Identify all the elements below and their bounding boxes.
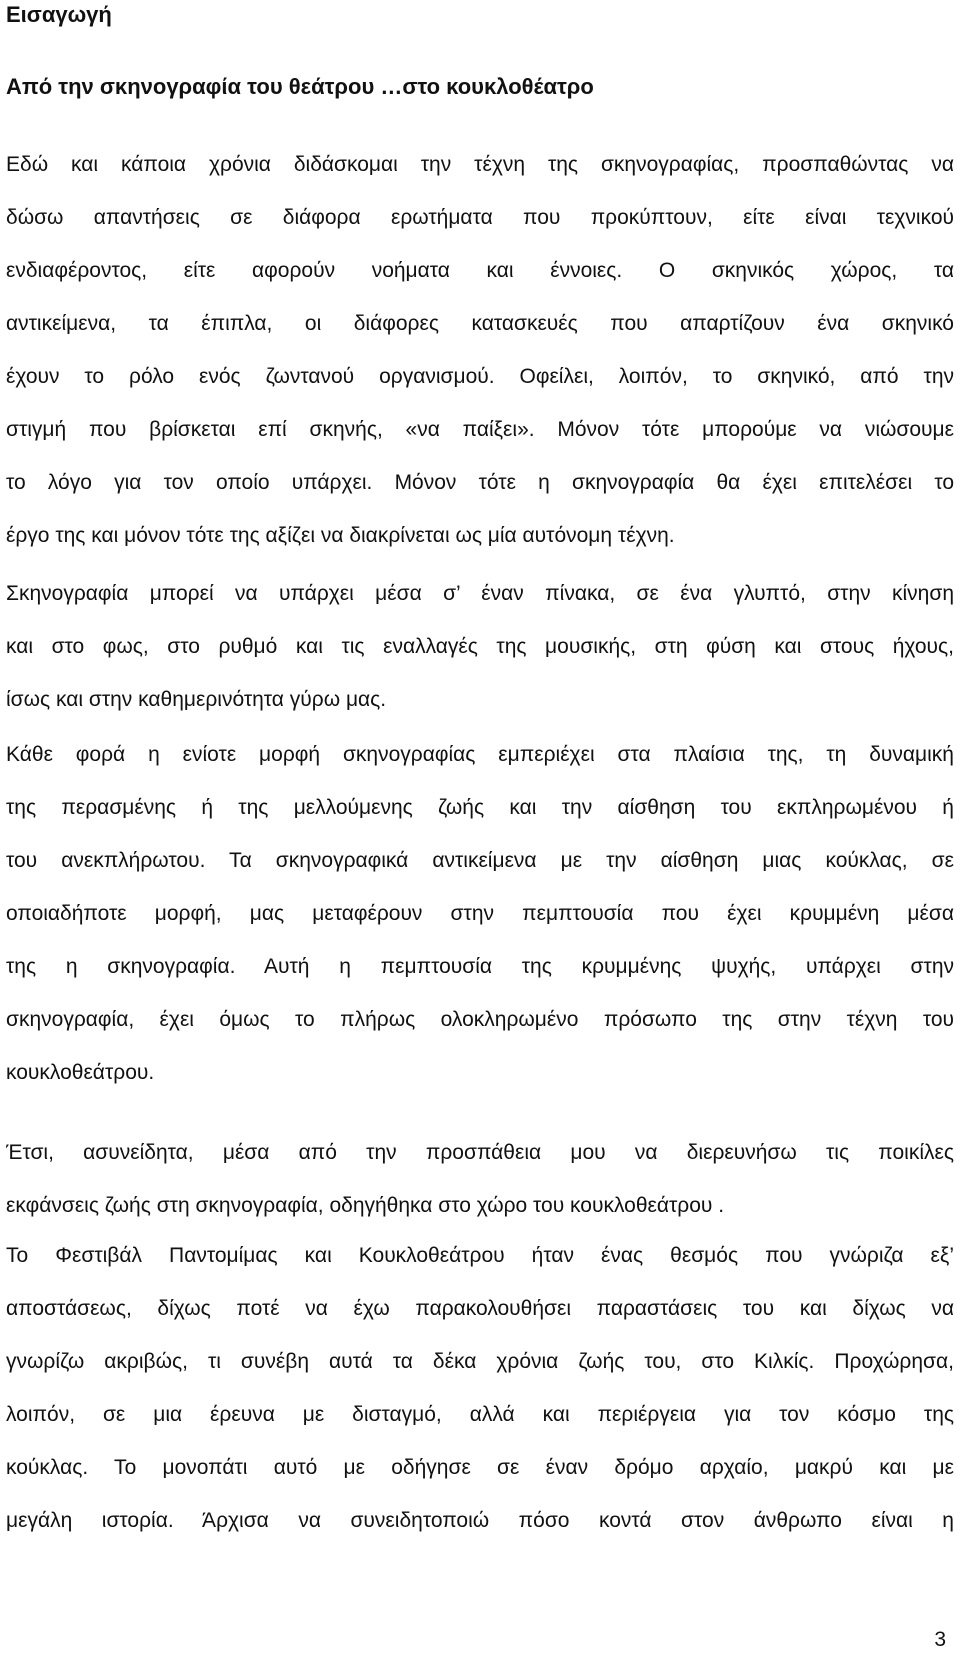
text-line: το λόγο για τον οποίο υπάρχει. Μόνον τότε η σκηνογραφία θα έχει επιτελέσει το [6, 471, 954, 494]
text-line: εκφάνσεις ζωής στη σκηνογραφία, οδηγήθηκα στο χώρο του κουκλοθεάτρου . [6, 1194, 725, 1217]
page-number: 3 [934, 1628, 946, 1651]
text-line: γνωρίζω ακριβώς, τι συνέβη αυτά τα δέκα χρόνια ζωής του, στο Κιλκίς. Προχώρησα, [6, 1350, 954, 1373]
text-line: ενδιαφέροντος, είτε αφορούν νοήματα και έννοιες. Ο σκηνικός χώρος, τα [6, 259, 954, 282]
section-subheading: Από την σκηνογραφία του θεάτρου …στο κουκλοθέατρο [6, 74, 594, 99]
text-line: έχουν το ρόλο ενός ζωντανού οργανισμού. Οφείλει, λοιπόν, το σκηνικό, από την [6, 365, 954, 388]
text-line: της η σκηνογραφία. Αυτή η πεμπτουσία της κρυμμένης ψυχής, υπάρχει στην [6, 955, 954, 978]
paragraph-1 [6, 138, 954, 562]
text-line: κουκλοθεάτρου. [6, 1061, 155, 1084]
section-heading: Εισαγωγή [6, 2, 112, 27]
text-line: αντικείμενα, τα έπιπλα, οι διάφορες κατασκευές που απαρτίζουν ένα σκηνικό [6, 312, 954, 335]
text-line: και στο φως, στο ρυθμό και τις εναλλαγές της μουσικής, στη φύση και στους ήχους, [6, 635, 954, 658]
text-line: Εδώ και κάποια χρόνια διδάσκομαι την τέχνη της σκηνογραφίας, προσπαθώντας να [6, 153, 954, 176]
text-line: σκηνογραφία, έχει όμως το πλήρως ολοκληρωμένο πρόσωπο της στην τέχνη του [6, 1008, 954, 1031]
paragraph-4 [6, 1126, 954, 1232]
text-line: του ανεκπλήρωτου. Τα σκηνογραφικά αντικείμενα με την αίσθηση μιας κούκλας, σε [6, 849, 954, 872]
text-line: έργο της και μόνον τότε της αξίζει να διακρίνεται ως μία αυτόνομη τέχνη. [6, 524, 675, 547]
paragraph-5 [6, 1229, 954, 1547]
text-line: Έτσι, ασυνείδητα, μέσα από την προσπάθεια μου να διερευνήσω τις ποικίλες [6, 1141, 954, 1164]
text-line: μεγάλη ιστορία. Άρχισα να συνειδητοποιώ πόσο κοντά στον άνθρωπο είναι η [6, 1509, 954, 1532]
text-line: της περασμένης ή της μελλούμενης ζωής και την αίσθηση του εκπληρωμένου ή [6, 796, 954, 819]
text-line: στιγμή που βρίσκεται επί σκηνής, «να παίξει». Μόνον τότε μπορούμε να νιώσουμε [6, 418, 954, 441]
text-line: λοιπόν, σε μια έρευνα με δισταγμό, αλλά και περιέργεια για τον κόσμο της [6, 1403, 954, 1426]
text-line: δώσω απαντήσεις σε διάφορα ερωτήματα που προκύπτουν, είτε είναι τεχνικού [6, 206, 954, 229]
text-line: Κάθε φορά η ενίοτε μορφή σκηνογραφίας εμπεριέχει στα πλαίσια της, τη δυναμική [6, 743, 954, 766]
text-line: Το Φεστιβάλ Παντομίμας και Κουκλοθεάτρου ήταν ένας θεσμός που γνώριζα εξ’ [6, 1244, 954, 1267]
text-line: οποιαδήποτε μορφή, μας μεταφέρουν στην πεμπτουσία που έχει κρυμμένη μέσα [6, 902, 954, 925]
text-line: Σκηνογραφία μπορεί να υπάρχει μέσα σ’ έναν πίνακα, σε ένα γλυπτό, στην κίνηση [6, 582, 954, 605]
paragraph-3 [6, 728, 954, 1099]
text-line: αποστάσεως, δίχως ποτέ να έχω παρακολουθήσει παραστάσεις του και δίχως να [6, 1297, 954, 1320]
paragraph-2 [6, 567, 954, 726]
text-line: κούκλας. Το μονοπάτι αυτό με οδήγησε σε έναν δρόμο αρχαίο, μακρύ και με [6, 1456, 954, 1479]
text-line: ίσως και στην καθημερινότητα γύρω μας. [6, 688, 387, 711]
